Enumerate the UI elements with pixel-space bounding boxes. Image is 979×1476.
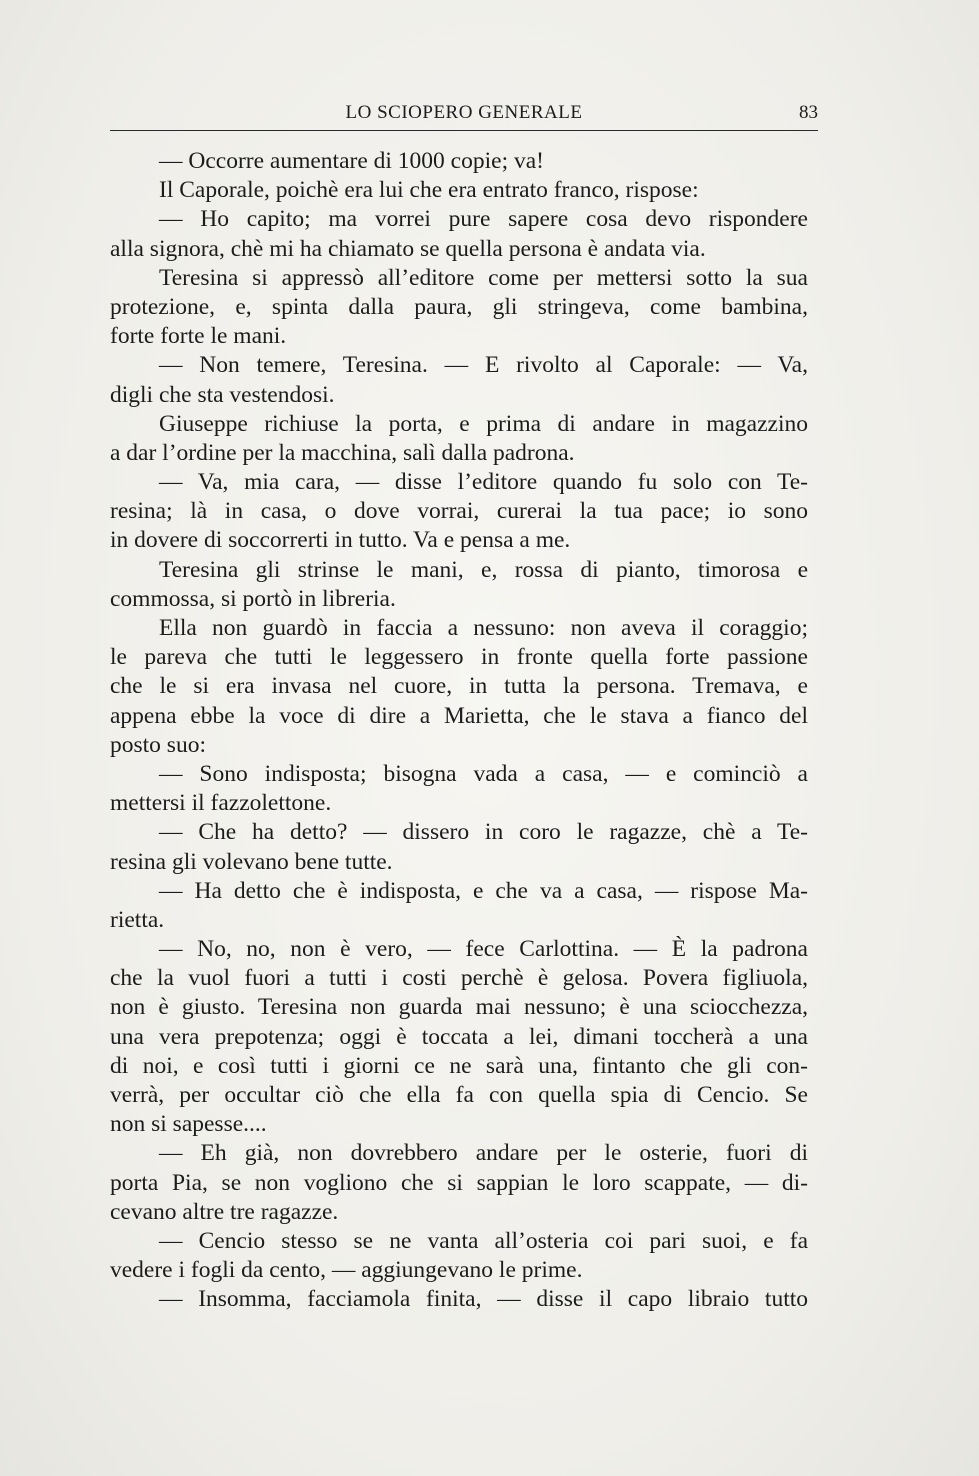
text-line: — Ha detto che è indisposta, e che va a casa, — rispose Ma-	[159, 877, 808, 904]
text-line: vedere i fogli da cento, — aggiungevano le prime.	[110, 1257, 583, 1284]
text-line: che la vuol fuori a tutti i costi perchè è gelosa. Povera figliuola,	[110, 965, 808, 992]
text-line: cevano altre tre ragazze.	[110, 1198, 339, 1225]
text-line: commossa, si portò in libreria.	[110, 585, 396, 612]
text-line: posto suo:	[110, 731, 206, 758]
text-line: — Va, mia cara, — disse l’editore quando fu solo con Te-	[159, 469, 808, 496]
running-title: LO SCIOPERO GENERALE	[345, 102, 583, 123]
text-line: verrà, per occultar ciò che ella fa con quella spia di Cencio. Se	[110, 1082, 808, 1108]
text-line: di noi, e così tutti i giorni ce ne sarà una, fintanto che gli con-	[110, 1052, 808, 1079]
text-line: Teresina gli strinse le mani, e, rossa di pianto, timorosa e	[159, 556, 808, 583]
text-line: rietta.	[110, 906, 165, 933]
text-line: Il Caporale, poichè era lui che era entrato franco, rispose:	[159, 177, 699, 204]
text-line: — Eh già, non dovrebbero andare per le osterie, fuori di	[159, 1140, 808, 1167]
text-line: non si sapesse....	[110, 1111, 267, 1138]
text-line: Giuseppe richiuse la porta, e prima di andare in magazzino	[159, 410, 808, 437]
text-line: che le si era invasa nel cuore, in tutta la persona. Tremava, e	[110, 673, 808, 700]
text-line: — Occorre aumentare di 1000 copie; va!	[159, 148, 544, 174]
text-line: resina gli volevano bene tutte.	[110, 848, 393, 875]
text-line: Ella non guardò in faccia a nessuno: non aveva il coraggio;	[159, 615, 808, 641]
text-line: le pareva che tutti le leggessero in fronte quella forte passione	[110, 644, 808, 671]
text-line: protezione, e, spinta dalla paura, gli stringeva, come bambina,	[110, 293, 808, 320]
text-line: a dar l’ordine per la macchina, salì dalla padrona.	[110, 439, 575, 466]
text-line: in dovere di soccorrerti in tutto. Va e pensa a me.	[110, 527, 571, 554]
text-line: Teresina si appressò all’editore come per mettersi sotto la sua	[159, 264, 808, 291]
text-line: — Che ha detto? — dissero in coro le ragazze, chè a Te-	[159, 819, 808, 846]
text-line: porta Pia, se non vogliono che si sappian le loro scappate, — di-	[110, 1169, 808, 1196]
text-line: forte forte le mani.	[110, 323, 287, 350]
text-line: una vera prepotenza; oggi è toccata a lei, dimani toccherà a una	[110, 1023, 808, 1050]
text-line: mettersi il fazzolettone.	[110, 790, 332, 817]
text-line: alla signora, chè mi ha chiamato se quella persona è andata via.	[110, 235, 706, 262]
text-line: — No, no, non è vero, — fece Carlottina. — È la padrona	[159, 936, 808, 963]
text-line: non è giusto. Teresina non guarda mai nessuno; è una sciocchezza,	[110, 994, 808, 1021]
text-line: — Non temere, Teresina. — E rivolto al Caporale: — Va,	[159, 352, 808, 379]
text-line: — Cencio stesso se ne vanta all’osteria coi pari suoi, e fa	[159, 1227, 808, 1254]
text-line: appena ebbe la voce di dire a Marietta, che le stava a fianco del	[110, 702, 808, 729]
text-line: — Ho capito; ma vorrei pure sapere cosa devo rispondere	[159, 206, 808, 233]
text-line: — Sono indisposta; bisogna vada a casa, — e cominciò a	[159, 760, 808, 787]
body-text	[110, 147, 808, 1315]
text-line: digli che sta vestendosi.	[110, 381, 335, 408]
text-line: — Insomma, facciamola finita, — disse il capo libraio tutto	[159, 1286, 808, 1313]
text-line: resina; là in casa, o dove vorrai, curerai la tua pace; io sono	[110, 498, 808, 525]
running-head	[110, 98, 818, 131]
page-number: 83	[799, 102, 818, 123]
